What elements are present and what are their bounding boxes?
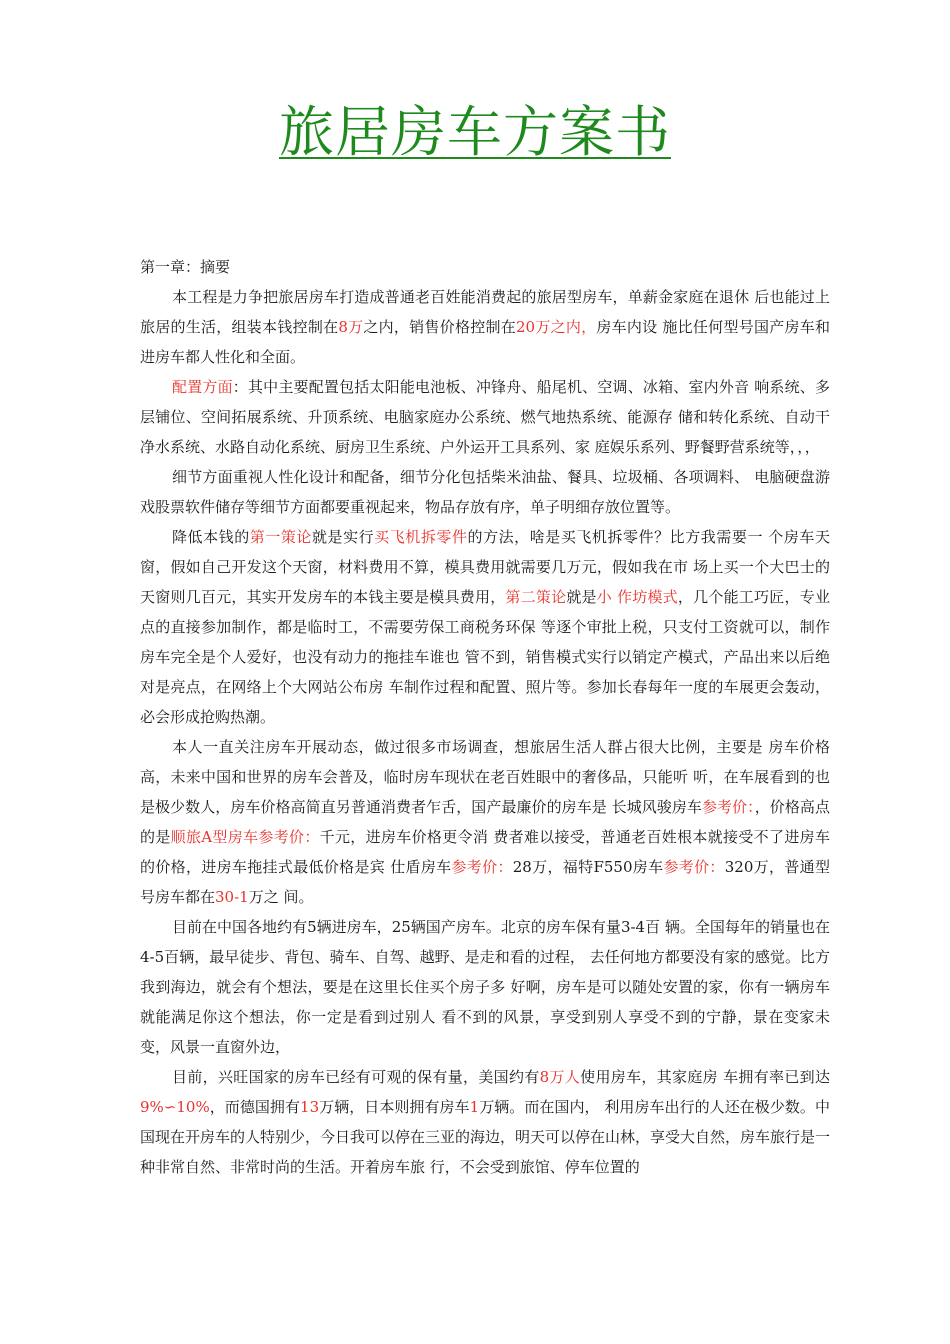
highlighted-text: 参考价： <box>663 858 725 876</box>
body-paragraph <box>140 372 830 462</box>
text-run: 使用房车，其家庭房 车拥有率已到达 <box>580 1068 830 1086</box>
highlighted-text: 13 <box>300 1098 320 1116</box>
text-run: 28万，福特F550房车 <box>512 858 664 876</box>
text-run: 细节方面重视人性化设计和配备，细节分化包括柴米油盐、餐具、垃圾桶、各项调料、 电脑硬盘游戏股票软件储存等细节方面都要重视起来，物品存放有序，单子明细存放位置等。 <box>140 468 830 516</box>
document-title-text: 旅居房车方案书 <box>278 100 671 164</box>
body-paragraph <box>140 912 830 1062</box>
chapter-heading: 第一章：摘要 <box>140 258 231 276</box>
paragraph-list <box>140 282 830 1182</box>
text-run: ：其中主要配置包括太阳能电池板、冲锋舟、船尾机、空调、冰箱、室内外音 响系统、多层铺位、空间拓展系统、升顶系统、电脑家庭办公系统、燃气地热系统、能源存 储和转化系统、自动干净水系统、水路自动化系统、厨房卫生系统、户外运开工具系列、家 庭娱乐系列、野餐野营系统等，，， <box>140 378 830 456</box>
text-run: 之内，销售价格控制在 <box>363 318 516 336</box>
highlighted-text: 8万人 <box>539 1068 581 1086</box>
highlighted-text: 第一策论 <box>249 528 312 546</box>
highlighted-text: 20万之内， <box>515 318 597 336</box>
text-run: ，价格高点的是 <box>140 798 830 846</box>
text-run: ，而德国拥有 <box>209 1098 301 1116</box>
text-run: 房车内设 施比任何型号国产房车和进房车都人性化和全面。 <box>140 318 830 366</box>
text-run: 320万，普通型号房车都在 <box>140 858 830 906</box>
body-paragraph <box>140 282 830 372</box>
body-paragraph <box>140 522 830 732</box>
highlighted-text: 买飞机拆零件 <box>374 528 468 546</box>
highlighted-text: 参考价： <box>451 858 513 876</box>
highlighted-text: 小 作坊模式 <box>596 588 678 606</box>
highlighted-text: 配置方面 <box>172 378 233 396</box>
text-run: 千元，进房车价格更令消 费者难以接受，普通老百姓根本就接受不了进房车的价格，进房车拖挂式最低价格是宾 仕盾房车 <box>140 828 830 876</box>
body-paragraph <box>140 1062 830 1182</box>
text-run: ，几个能工巧匠，专业点的直接参加制作，都是临时工，不需要劳保工商税务环保 等逐个审批上税，只支付工资就可以，制作房车完全是个人爱好，也没有动力的拖挂车谁也 管不到，销售模式实行以销定产模式，产品出来以后绝对是亮点，在网络上个大网站公布房 车制作过程和配置、照片等。参加长春每年一度的车展更会轰动，必会形成抢购热潮。 <box>140 588 830 726</box>
document-body <box>140 252 830 1182</box>
text-run: 目前，兴旺国家的房车已经有可观的保有量，美国约有 <box>172 1068 540 1086</box>
text-run: 就是实行 <box>311 528 375 546</box>
highlighted-text: 第二策论 <box>505 588 567 606</box>
highlighted-text: 9%∽10% <box>140 1098 210 1116</box>
text-run: 目前在中国各地约有5辆进房车，25辆国产房车。北京的房车保有量3-4百 辆。全国每年的销量也在4-5百辆，最早徒步、背包、骑车、自驾、越野、是走和看的过程， 去任何地方都要没有家的感觉。比方我到海边，就会有个想法，要是在这里长住买个房子多 好啊，房车是可以随处安置的家，你有一辆房车就能满足你这个想法，你一定是看到过别人 看不到的风景，享受到别人享受不到的宁静，景在变家未变，风景一直窗外边， <box>140 918 830 1056</box>
text-run: 的方法，啥是买飞机拆零件？比方我需要一 个房车天窗，假如自己开发这个天窗，材料费用不算，模具费用就需要几万元，假如我在市 场上买一个大巴士的天窗则几百元，其实开发房车的本钱主要是模具费用， <box>140 528 830 606</box>
highlighted-text: 参考价： <box>258 828 320 846</box>
text-run: 万辆，日本则拥有房车 <box>319 1098 470 1116</box>
highlighted-text: 顺旅A型房车 <box>170 828 259 846</box>
highlighted-text: 1 <box>469 1098 480 1116</box>
text-run: 本工程是力争把旅居房车打造成普通老百姓能消费起的旅居型房车，单薪金家庭在退休 后也能过上旅居的生活，组装本钱控制在 <box>140 288 830 336</box>
text-run: 降低本钱的 <box>172 528 250 546</box>
highlighted-text: 30-1 <box>215 888 249 906</box>
highlighted-text: 8万 <box>338 318 364 336</box>
text-run: 就是 <box>566 588 597 606</box>
text-run: 万辆。而在国内， 利用房车出行的人还在极少数。中国现在开房车的人特别少，今日我可以停在三亚的海边，明天可以停在山林，享受大自然，房车旅行是一种非常自然、非常时尚的生活。开着房车旅 行，不会受到旅馆、停车位置的 <box>140 1098 831 1176</box>
body-paragraph <box>140 732 830 912</box>
text-run: 本人一直关注房车开展动态，做过很多市场调查，想旅居生活人群占很大比例，主要是 房车价格高，未来中国和世界的房车会普及，临时房车现状在老百姓眼中的奢侈品，只能听 听，在车展看到的也是极少数人，房车价格高简直另普通消费者乍舌，国产最廉价的房车是 长城风骏房车 <box>140 738 830 816</box>
text-run: 万之 间。 <box>248 888 314 906</box>
highlighted-text: 参考价： <box>702 798 755 816</box>
body-paragraph <box>140 462 830 522</box>
document-title <box>0 96 950 168</box>
